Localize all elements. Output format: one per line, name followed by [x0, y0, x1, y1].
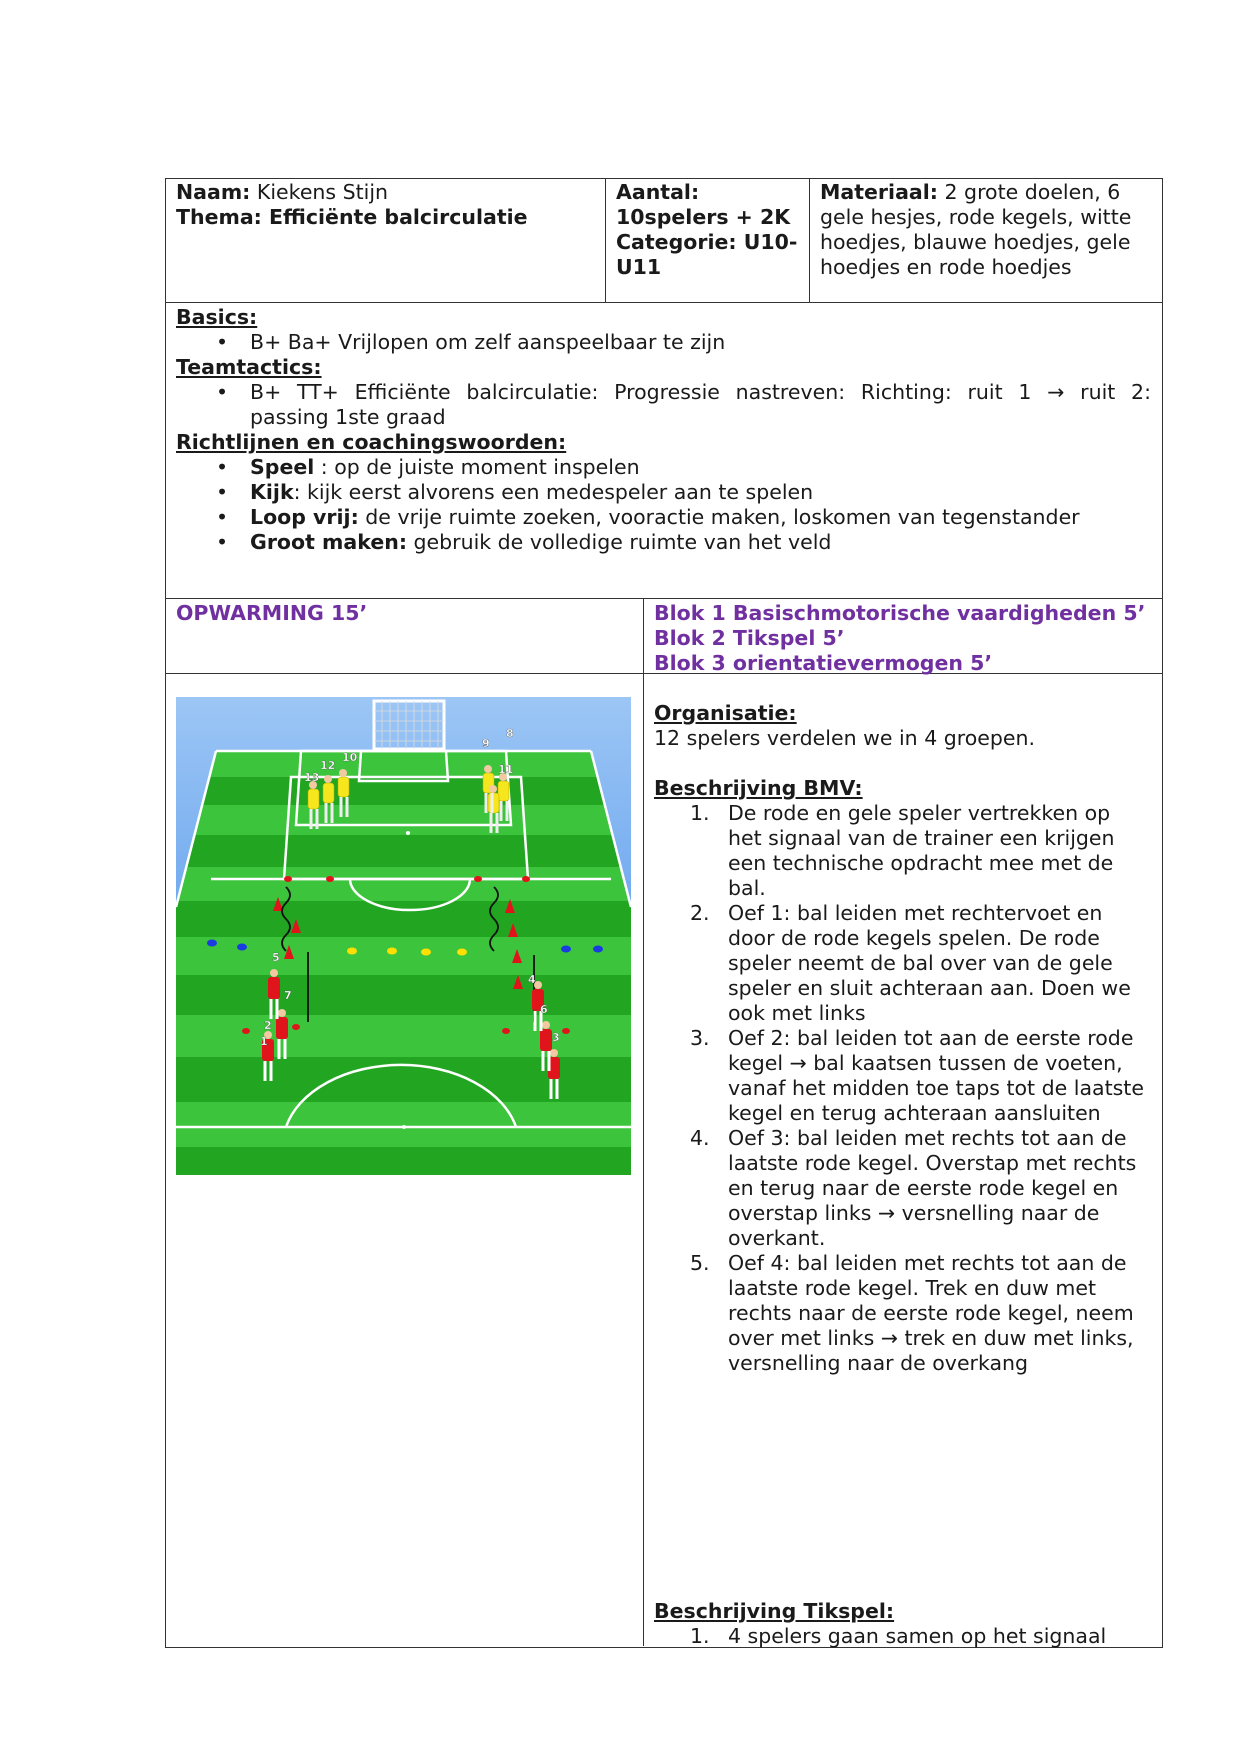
player-number: 1: [260, 1035, 268, 1048]
warmup-title: OPWARMING 15’: [176, 601, 368, 625]
player-number: 5: [272, 951, 280, 964]
naam-label: Naam:: [176, 180, 251, 204]
richtlijn-item: [176, 530, 1151, 555]
bmv-list: [654, 801, 1151, 1376]
pitch-diagram: [176, 697, 631, 1175]
teamtactics-line1: • B+ TT+ Efficiënte balcirculatie: Progressie nastreven: Richting: ruit 1 → ruit 2:: [250, 380, 1151, 404]
tikspel-title: Beschrijving Tikspel:: [654, 1599, 895, 1623]
naam-value: Kiekens Stijn: [256, 180, 389, 204]
basics-title: Basics:: [176, 305, 258, 329]
teamtactics-item: [176, 380, 1151, 430]
materiaal-line: 2 grote doelen, 6: [944, 180, 1121, 204]
richtlijn-item: [176, 505, 1151, 530]
categorie-label: Categorie:: [616, 230, 737, 254]
player-number: 8: [506, 727, 514, 740]
aantal-value: 10spelers + 2K: [616, 205, 791, 229]
description-cell: [644, 699, 1161, 1378]
warmup-block: Blok 3 orientatievermogen 5’: [654, 651, 993, 675]
materiaal-line: hoedjes, blauwe hoedjes, gele: [820, 230, 1131, 254]
richtlijn-term: Kijk: [250, 480, 294, 504]
materiaal-label: Materiaal:: [820, 180, 938, 204]
objectives-cell: [166, 303, 1161, 557]
materiaal-line: hoedjes en rode hoedjes: [820, 255, 1072, 279]
bmv-title: Beschrijving BMV:: [654, 776, 863, 800]
tikspel-section: [644, 1597, 1161, 1651]
materiaal-line: gele hesjes, rode kegels, witte: [820, 205, 1132, 229]
thema-label: Thema:: [176, 205, 262, 229]
richtlijn-term: Groot maken:: [250, 530, 408, 554]
basics-item: • B+ Ba+ Vrijlopen om zelf aanspeelbaar te zijn: [176, 330, 1151, 355]
warmup-blocks: [644, 599, 1161, 678]
richtlijn-text: de vrije ruimte zoeken, vooractie maken, loskomen van tegenstander: [358, 505, 1080, 529]
player-number: 3: [552, 1031, 560, 1044]
categorie-value-2: U11: [616, 255, 662, 279]
player-number: 10: [342, 751, 358, 764]
richtlijn-text: gebruik de volledige ruimte van het veld: [407, 530, 832, 554]
richtlijn-term: Loop vrij:: [250, 505, 359, 529]
bmv-item: 4. Oef 3: bal leiden met rechts tot aan de laatste rode kegel. Overstap met rechts en terug naar de eerste rode kegel en overstap links → versnelling naar de overkant.: [690, 1126, 1137, 1250]
categorie-value-1: U10-: [743, 230, 798, 254]
bmv-item: 2. Oef 1: bal leiden met rechtervoet en door de rode kegels spelen. De rode speler neemt de bal over van de gele speler en sluit achteraan aan. Doen we ook met links: [690, 901, 1131, 1025]
player-number: 6: [540, 1003, 548, 1016]
richtlijnen-title: Richtlijnen en coachingswoorden:: [176, 430, 567, 454]
player-number: 9: [482, 737, 490, 750]
player-number: 11: [498, 763, 514, 776]
header-name-cell: [166, 178, 604, 232]
richtlijn-item: [176, 480, 1151, 505]
richtlijn-term: Speel: [250, 455, 315, 479]
richtlijnen-list: [176, 455, 1151, 555]
richtlijn-item: [176, 455, 1151, 480]
tikspel-item: 1. 4 spelers gaan samen op het signaal: [690, 1624, 1107, 1648]
player-number: 4: [528, 973, 536, 986]
header-aantal-cell: [606, 178, 809, 282]
bmv-item: 5. Oef 4: bal leiden met rechts tot aan de laatste rode kegel. Trek en duw met rechts naar de eerste rode kegel, neem over met links → trek en duw met links, versnelling naar de overkang: [690, 1251, 1134, 1375]
richtlijn-text: : op de juiste moment inspelen: [314, 455, 640, 479]
player-number: 2: [264, 1019, 272, 1032]
thema-value: Efficiënte balcirculatie: [269, 205, 528, 229]
bmv-item: 1. De rode en gele speler vertrekken op het signaal van de trainer een krijgen een technische opdracht mee met de bal.: [690, 801, 1115, 900]
header-materiaal-cell: [810, 178, 1161, 282]
aantal-label: Aantal:: [616, 180, 700, 204]
tikspel-list: [654, 1624, 1151, 1649]
teamtactics-line2: passing 1ste graad: [250, 405, 446, 429]
warmup-block: Blok 2 Tikspel 5’: [654, 626, 845, 650]
player-number: 7: [284, 989, 292, 1002]
organisatie-title: Organisatie:: [654, 701, 797, 725]
basics-list: [176, 330, 1151, 355]
player-number: 13: [304, 771, 320, 784]
organisatie-text: 12 spelers verdelen we in 4 groepen.: [654, 726, 1036, 750]
warmup-block: Blok 1 Basischmotorische vaardigheden 5’: [654, 601, 1146, 625]
teamtactics-title: Teamtactics:: [176, 355, 322, 379]
teamtactics-list: [176, 380, 1151, 430]
bmv-item: 3. Oef 2: bal leiden tot aan de eerste rode kegel → bal kaatsen tussen de voeten, vanaf het midden toe taps tot de laatste kegel en terug achteraan aansluiten: [690, 1026, 1144, 1125]
player-number: 12: [320, 759, 336, 772]
richtlijn-text: : kijk eerst alvorens een medespeler aan te spelen: [293, 480, 814, 504]
